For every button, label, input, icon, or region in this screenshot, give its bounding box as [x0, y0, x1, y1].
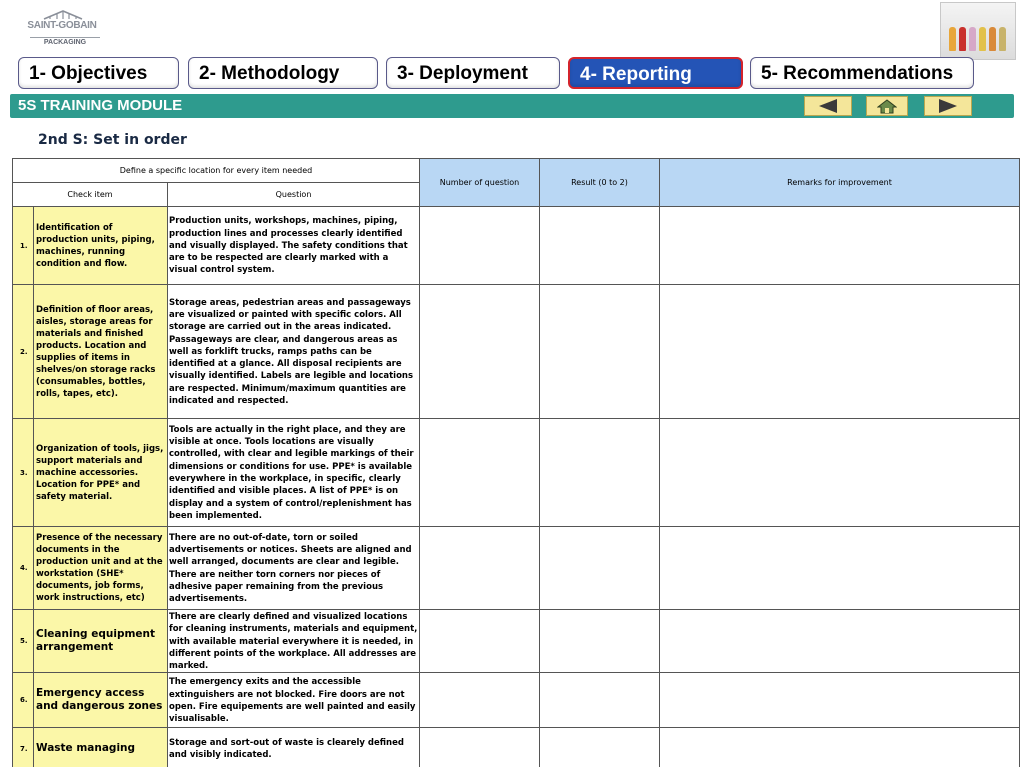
table-row	[13, 673, 1020, 728]
table-row	[13, 207, 1020, 285]
bottle-icon	[969, 27, 976, 51]
home-icon	[877, 99, 897, 114]
col-question-header: Question	[168, 183, 420, 207]
tab-objectives[interactable]: 1- Objectives	[18, 57, 179, 89]
number-cell[interactable]	[420, 285, 540, 419]
number-cell[interactable]	[420, 728, 540, 767]
bottle-icon	[949, 27, 956, 51]
check-item: Presence of the necessary documents in the production unit and at the workstation (SHE* documents, job forms, work instructions, etc)	[34, 527, 168, 610]
result-cell[interactable]	[540, 419, 660, 527]
bottle-icon	[999, 27, 1006, 51]
result-cell[interactable]	[540, 527, 660, 610]
check-item: Identification of production units, piping, machines, running condition and flow.	[34, 207, 168, 285]
row-number: 7.	[13, 728, 34, 767]
number-cell[interactable]	[420, 419, 540, 527]
bottle-icon	[959, 27, 966, 51]
row-number: 3.	[13, 419, 34, 527]
result-cell[interactable]	[540, 610, 660, 673]
bottle-icon	[979, 27, 986, 51]
tab-deployment[interactable]: 3- Deployment	[386, 57, 560, 89]
number-cell[interactable]	[420, 673, 540, 728]
logo-building-icon	[42, 10, 84, 20]
checklist-table	[12, 158, 1020, 767]
question-text: Storage and sort-out of waste is clearely defined and visibly indicated.	[168, 728, 420, 767]
question-text: There are no out-of-date, torn or soiled advertisements or notices. Sheets are aligned and well arranged, documents are clear and legible. There are neither torn corners nor pieces of adhesive paper remaining from the previous advertisements.	[168, 527, 420, 610]
remarks-cell[interactable]	[660, 285, 1020, 419]
result-cell[interactable]	[540, 728, 660, 767]
module-title: 5S TRAINING MODULE	[18, 97, 183, 114]
remarks-cell[interactable]	[660, 610, 1020, 673]
table-row	[13, 728, 1020, 767]
row-number: 2.	[13, 285, 34, 419]
bottles-thumbnail	[940, 2, 1016, 60]
check-item: Waste managing	[34, 728, 168, 767]
result-cell[interactable]	[540, 673, 660, 728]
row-number: 6.	[13, 673, 34, 728]
arrow-right-icon	[937, 99, 959, 113]
col-result-header: Result (0 to 2)	[540, 159, 660, 207]
col-check-item-header: Check item	[13, 183, 168, 207]
tab-recommendations[interactable]: 5- Recommendations	[750, 57, 974, 89]
remarks-cell[interactable]	[660, 728, 1020, 767]
logo-brand: SAINT-GOBAIN	[27, 20, 97, 31]
number-cell[interactable]	[420, 527, 540, 610]
logo-division: PACKAGING	[30, 37, 100, 46]
remarks-cell[interactable]	[660, 419, 1020, 527]
bottle-icon	[989, 27, 996, 51]
table-row	[13, 419, 1020, 527]
number-cell[interactable]	[420, 207, 540, 285]
check-item: Definition of floor areas, aisles, storage areas for materials and finished products. Location and supplies of items in shelves/on storage racks (consumables, bottles, rolls, tapes, etc).	[34, 285, 168, 419]
result-cell[interactable]	[540, 207, 660, 285]
question-text: Production units, workshops, machines, piping, production lines and processes clearly identified and visually displayed. The safety conditions that are to be respected are clearly marked with a visual control system.	[168, 207, 420, 285]
remarks-cell[interactable]	[660, 207, 1020, 285]
remarks-cell[interactable]	[660, 673, 1020, 728]
question-text: There are clearly defined and visualized locations for cleaning instruments, materials and equipment, with available material everywhere it is needed, in different points of the workplace. All addresses are marked.	[168, 610, 420, 673]
table-row	[13, 610, 1020, 673]
tab-reporting[interactable]: 4- Reporting	[568, 57, 743, 89]
table-row	[13, 285, 1020, 419]
table-row	[13, 527, 1020, 610]
row-number: 1.	[13, 207, 34, 285]
check-item: Organization of tools, jigs, support materials and machine accessories. Location for PPE* and safety material.	[34, 419, 168, 527]
remarks-cell[interactable]	[660, 527, 1020, 610]
group-header: Define a specific location for every item needed	[13, 159, 420, 183]
module-bar	[10, 94, 1014, 118]
row-number: 4.	[13, 527, 34, 610]
question-text: Storage areas, pedestrian areas and passageways are visualized or painted with specific colors. All storage are carried out in the areas indicated. Passageways are clear, and dangerous areas as well as forklift trucks, ramps paths can be identified at a glance. All disposal recipients are visually identified. Labels are legible and locations are respected. Minimum/maximum quantities are indicated and respected.	[168, 285, 420, 419]
number-cell[interactable]	[420, 610, 540, 673]
home-button[interactable]	[866, 96, 908, 116]
next-button[interactable]	[924, 96, 972, 116]
check-item: Emergency access and dangerous zones	[34, 673, 168, 728]
question-text: Tools are actually in the right place, and they are visible at once. Tools locations are visually controlled, with clear and legible markings of their dimensions or conditions for use. PPE* is available everywhere in the workplace, in specific, clearly identified and visible places. A list of PPE* is on display and a system of control/replenishment has been implemented.	[168, 419, 420, 527]
col-remarks-header: Remarks for improvement	[660, 159, 1020, 207]
arrow-left-icon	[817, 99, 839, 113]
col-number-header: Number of question	[420, 159, 540, 207]
check-item: Cleaning equipment arrangement	[34, 610, 168, 673]
row-number: 5.	[13, 610, 34, 673]
tab-methodology[interactable]: 2- Methodology	[188, 57, 378, 89]
prev-button[interactable]	[804, 96, 852, 116]
section-title: 2nd S: Set in order	[38, 132, 187, 148]
saint-gobain-logo	[14, 10, 110, 50]
result-cell[interactable]	[540, 285, 660, 419]
question-text: The emergency exits and the accessible extinguishers are not blocked. Fire doors are not open. Fire equipements are well painted and easily visualisable.	[168, 673, 420, 728]
